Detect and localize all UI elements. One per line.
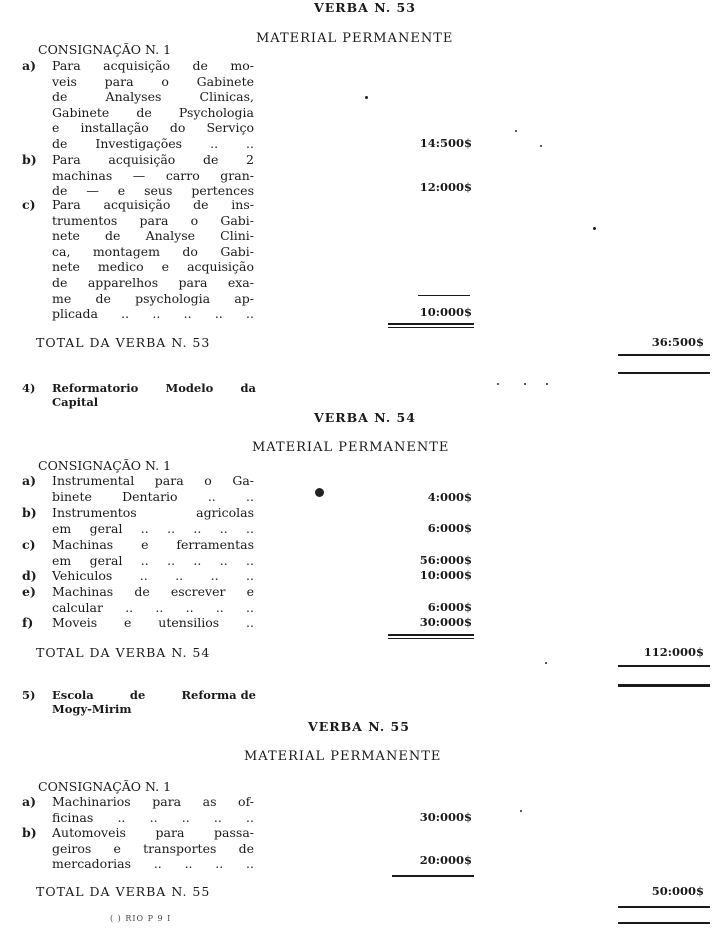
verba-54-consignacao: CONSIGNAÇÃO N. 1 [38, 458, 172, 473]
verba-54-item-b-amount: 6:000$ [427, 521, 472, 535]
section-4-heading: 4) Reformatorio Modelo da Capital [22, 381, 256, 409]
verba-54-item-e-amount: 6:000$ [427, 600, 472, 614]
verba-54-sum-rule-2 [388, 638, 474, 639]
verba-53-sum-rule [388, 323, 474, 325]
verba-54-item-b: b) Instrumentos agricolas em geral .. .. .. .. .. [22, 505, 254, 536]
verba-55-material-heading: MATERIAL PERMANENTE [244, 749, 442, 764]
verba-55-item-b-amount: 20:000$ [419, 853, 472, 867]
verba-53-item-b-amount: 12:000$ [419, 180, 472, 194]
verba-55-item-b: b) Automoveis para passa- geiros e transportes de mercadorias .. .. .. .. [22, 825, 254, 872]
verba-53-item-c: c) Para acquisição de ins- trumentos para o Gabi- nete de Analyse Clini- ca, montagem do Gabi- nete medico e acquisição de apparelhos para exa- me de psychologia ap- plicada .. .. .. .. .. [22, 197, 254, 322]
verba-54-total-amount: 112:000$ [643, 645, 704, 659]
verba-53-total-rule [618, 354, 710, 356]
verba-53-item-b: b) Para acquisição de 2 machinas — carro gran- de — e seus pertences [22, 152, 254, 199]
verba-55-total-amount: 50:000$ [651, 884, 704, 898]
verba-55-total-label: TOTAL DA VERBA N. 55 [36, 884, 211, 899]
verba-55-sum-rule [392, 875, 474, 877]
verba-53-sum-rule-2 [388, 327, 474, 328]
verba-55-consignacao: CONSIGNAÇÃO N. 1 [38, 779, 172, 794]
verba-53-total-rule-2 [618, 372, 710, 374]
verba-54-total-rule-2 [618, 684, 710, 687]
verba-53-item-a: a) Para acquisição de mo- veis para o Gabinete de Analyses Clinicas, Gabinete de Psychologia e installação do Serviço de Investigações .. .. [22, 58, 254, 151]
footer-note: ( ) RIO P 9 I [110, 914, 172, 923]
verba-54-material-heading: MATERIAL PERMANENTE [252, 440, 450, 455]
verba-54-item-d: d) Vehiculos .. .. .. .. [22, 568, 254, 583]
ink-speck [593, 227, 596, 230]
ink-speck [515, 130, 517, 132]
verba-54-item-a-amount: 4:000$ [427, 490, 472, 504]
verba-54-item-c: c) Machinas e ferramentas em geral .. .. .. .. .. [22, 537, 254, 568]
verba-55-title: VERBA N. 55 [308, 719, 410, 734]
verba-53-item-a-amount: 14:500$ [419, 136, 472, 150]
verba-53-consignacao: CONSIGNAÇÃO N. 1 [38, 42, 172, 57]
verba-53-total-label: TOTAL DA VERBA N. 53 [36, 335, 211, 350]
verba-55-item-a: a) Machinarios para as of- ficinas .. .. .. .. .. [22, 794, 254, 825]
verba-53-subtotal-rule-top [418, 295, 470, 296]
verba-54-total-rule [618, 665, 710, 667]
ink-blot [315, 488, 324, 497]
ink-speck [520, 810, 522, 812]
verba-54-item-f-amount: 30:000$ [419, 615, 472, 629]
section-5-heading: 5) Escola de Reforma de Mogy-Mirim [22, 688, 256, 716]
verba-54-item-e: e) Machinas de escrever e calcular .. .. .. .. .. [22, 584, 254, 615]
ink-speck [524, 383, 526, 385]
verba-53-material-heading: MATERIAL PERMANENTE [256, 31, 454, 46]
verba-54-total-label: TOTAL DA VERBA N. 54 [36, 645, 211, 660]
verba-54-sum-rule [388, 634, 474, 636]
verba-55-total-rule-2 [618, 922, 710, 924]
ink-speck [365, 96, 368, 99]
ink-speck [540, 145, 542, 147]
verba-54-title: VERBA N. 54 [314, 410, 416, 425]
verba-54-item-f: f) Moveis e utensilios .. [22, 615, 254, 630]
verba-54-item-a: a) Instrumental para o Ga- binete Dentario .. .. [22, 473, 254, 504]
verba-53-total-amount: 36:500$ [651, 335, 704, 349]
verba-55-item-a-amount: 30:000$ [419, 810, 472, 824]
verba-54-item-c-amount: 56:000$ [419, 553, 472, 567]
ink-speck [546, 383, 548, 385]
verba-54-item-d-amount: 10:000$ [419, 568, 472, 582]
ink-speck [545, 662, 547, 664]
verba-53-title: VERBA N. 53 [314, 0, 416, 15]
ink-speck [497, 383, 499, 385]
verba-55-total-rule [618, 906, 710, 908]
verba-53-item-c-amount: 10:000$ [419, 305, 472, 319]
